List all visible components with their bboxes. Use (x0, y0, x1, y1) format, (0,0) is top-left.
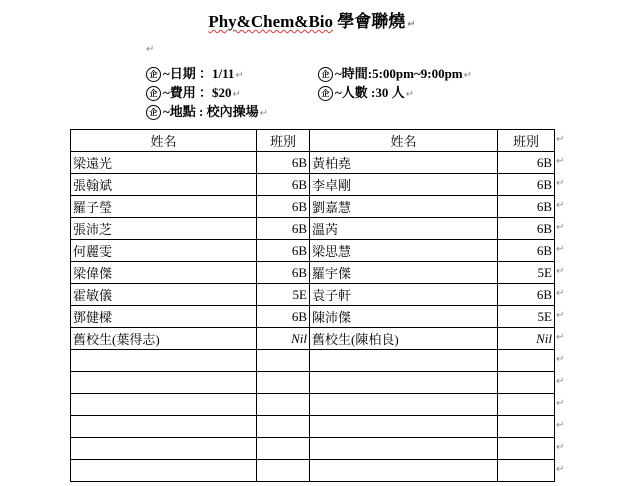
paragraph-mark-icon: ↵ (405, 89, 414, 100)
table-row (71, 284, 555, 306)
row-end-mark-icon: ↵ (556, 442, 565, 453)
name-cell: 黃柏堯 (310, 152, 498, 174)
name-cell (310, 460, 498, 482)
class-cell (257, 460, 310, 482)
table-row (71, 262, 555, 284)
class-cell (498, 460, 555, 482)
name-cell: 袁子軒 (310, 284, 498, 306)
class-cell: 6B (257, 218, 310, 240)
row-end-mark-icon: ↵ (556, 310, 565, 321)
paragraph-mark-icon: ↵ (407, 19, 416, 30)
table-row (71, 152, 555, 174)
name-cell: 羅子瑩 (71, 196, 257, 218)
name-cell (71, 372, 257, 394)
class-cell (257, 416, 310, 438)
name-cell: 張沛芝 (71, 218, 257, 240)
class-cell: 5E (257, 284, 310, 306)
table-row (71, 196, 555, 218)
table-row (71, 438, 555, 460)
info-venue-text: ~地點 : 校內操場 (163, 104, 259, 119)
table-row (71, 394, 555, 416)
table-row (71, 306, 555, 328)
class-cell: 6B (498, 284, 555, 306)
header-name: 姓名 (310, 130, 498, 152)
name-cell: 劉嘉慧 (310, 196, 498, 218)
table-row (71, 218, 555, 240)
class-cell: 6B (257, 152, 310, 174)
row-end-mark-icon: ↵ (556, 244, 565, 255)
title-chinese: 學會聯燒 (333, 12, 406, 31)
name-cell (310, 416, 498, 438)
enclosed-symbol-icon: 企 (146, 86, 161, 101)
table-row (71, 328, 555, 350)
name-cell (71, 416, 257, 438)
row-end-mark-icon: ↵ (556, 420, 565, 431)
class-cell: 6B (498, 240, 555, 262)
row-end-mark-icon: ↵ (556, 222, 565, 233)
class-cell: 6B (498, 196, 555, 218)
table-row (71, 350, 555, 372)
roster-table (70, 129, 555, 482)
class-cell: 6B (498, 174, 555, 196)
enclosed-symbol-icon: 企 (146, 105, 161, 120)
name-cell (71, 438, 257, 460)
class-cell (257, 438, 310, 460)
table-row (71, 460, 555, 482)
enclosed-symbol-icon: 企 (318, 86, 333, 101)
header-name: 姓名 (71, 130, 257, 152)
class-cell: 6B (257, 262, 310, 284)
table-row (71, 372, 555, 394)
name-cell (310, 438, 498, 460)
class-cell: 5E (498, 262, 555, 284)
class-cell (498, 416, 555, 438)
class-cell: Nil (257, 328, 310, 350)
name-cell: 李卓剛 (310, 174, 498, 196)
info-venue (146, 101, 268, 120)
row-end-mark-icon: ↵ (556, 156, 565, 167)
row-end-mark-icon: ↵ (556, 398, 565, 409)
row-end-mark-icon: ↵ (556, 464, 565, 475)
name-cell: 舊校生(陳柏良) (310, 328, 498, 350)
row-end-mark-icon: ↵ (556, 178, 565, 189)
name-cell (71, 460, 257, 482)
table-row (71, 416, 555, 438)
name-cell: 陳沛傑 (310, 306, 498, 328)
name-cell: 霍敏儀 (71, 284, 257, 306)
enclosed-symbol-icon: 企 (318, 67, 333, 82)
row-end-mark-icon: ↵ (556, 288, 565, 299)
info-time (318, 63, 472, 82)
class-cell: 6B (257, 174, 310, 196)
name-cell (71, 350, 257, 372)
class-cell (498, 394, 555, 416)
class-cell (498, 438, 555, 460)
paragraph-mark-icon: ↵ (259, 108, 268, 119)
info-people-text: ~人數 :30 人 (335, 85, 405, 100)
title-english: Phy&Chem&Bio (208, 12, 334, 31)
enclosed-symbol-icon: 企 (146, 67, 161, 82)
name-cell: 梁偉傑 (71, 262, 257, 284)
class-cell: 5E (498, 306, 555, 328)
row-end-mark-icon: ↵ (556, 200, 565, 211)
class-cell: 6B (498, 152, 555, 174)
paragraph-mark-icon: ↵ (463, 70, 473, 81)
class-cell (498, 372, 555, 394)
class-cell: 6B (257, 196, 310, 218)
name-cell: 梁思慧 (310, 240, 498, 262)
header-class: 班別 (498, 130, 555, 152)
info-fee-text: ~費用 ：$20 (163, 85, 232, 100)
info-date (146, 63, 244, 82)
table-row (71, 240, 555, 262)
class-cell: Nil (498, 328, 555, 350)
header-class: 班別 (257, 130, 310, 152)
table-header-row (71, 130, 555, 152)
row-end-mark-icon: ↵ (556, 332, 565, 343)
name-cell (310, 372, 498, 394)
table-row (71, 174, 555, 196)
class-cell: 6B (498, 218, 555, 240)
name-cell: 何麗雯 (71, 240, 257, 262)
paragraph-mark-icon: ↵ (235, 70, 244, 81)
row-end-mark-icon: ↵ (556, 354, 565, 365)
paragraph-mark-icon: ↵ (232, 89, 241, 100)
class-cell (498, 350, 555, 372)
row-end-mark-icon: ↵ (556, 266, 565, 277)
name-cell (71, 394, 257, 416)
name-cell: 羅宇傑 (310, 262, 498, 284)
class-cell (257, 394, 310, 416)
info-people (318, 82, 414, 101)
name-cell: 張翰斌 (71, 174, 257, 196)
document-title (0, 7, 624, 32)
name-cell (310, 394, 498, 416)
name-cell (310, 350, 498, 372)
paragraph-mark-icon: ↵ (146, 44, 155, 55)
class-cell (257, 350, 310, 372)
name-cell: 溫芮 (310, 218, 498, 240)
class-cell: 6B (257, 306, 310, 328)
class-cell (257, 372, 310, 394)
name-cell: 梁遠光 (71, 152, 257, 174)
info-date-text: ~日期 ：1/11 (163, 66, 235, 81)
info-time-text: ~時間:5:00pm~9:00pm (335, 66, 463, 81)
name-cell: 鄧健樑 (71, 306, 257, 328)
row-end-mark-icon: ↵ (556, 134, 565, 145)
info-fee (146, 82, 241, 101)
name-cell: 舊校生(葉得志) (71, 328, 257, 350)
row-end-mark-icon: ↵ (556, 376, 565, 387)
class-cell: 6B (257, 240, 310, 262)
